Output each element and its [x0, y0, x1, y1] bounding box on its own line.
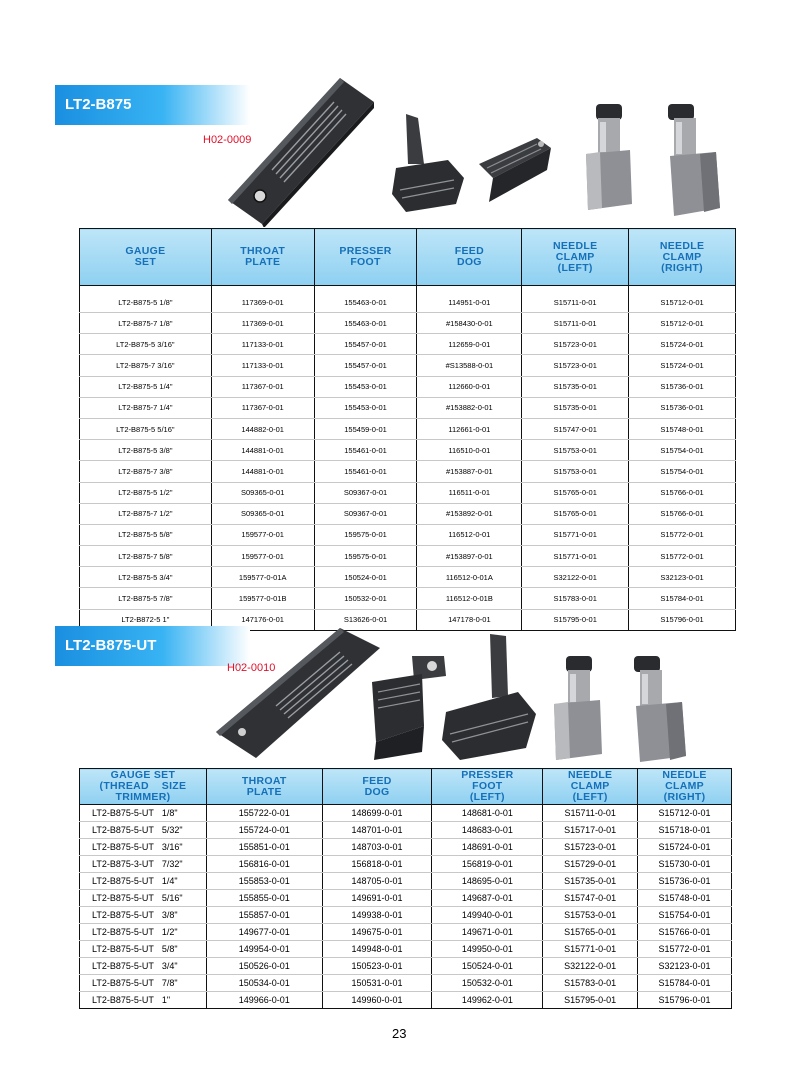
table-cell: 155851-0-01 [206, 839, 322, 856]
needle-clamp-right-photo [660, 100, 724, 222]
gauge-set-model: LT2-B875-5-UT [92, 995, 154, 1005]
table-cell: LT2-B875-5 3/16" [80, 334, 212, 355]
table-row [80, 546, 736, 567]
table-cell: S15724-0-01 [638, 839, 732, 856]
table-cell: S15723-0-01 [522, 355, 629, 376]
gauge-set-cell [80, 975, 207, 992]
table-cell: 116512-0-01A [417, 567, 522, 588]
table-cell: S15765-0-01 [522, 482, 629, 503]
gauge-set-cell [80, 958, 207, 975]
table-cell: S15772-0-01 [629, 524, 736, 545]
table-row [80, 992, 732, 1009]
table-cell: 148699-0-01 [322, 805, 432, 822]
table-cell: S15795-0-01 [543, 992, 638, 1009]
table-cell: S32123-0-01 [638, 958, 732, 975]
table-cell: 149940-0-01 [432, 907, 543, 924]
table-row [80, 873, 732, 890]
table-cell: 112661-0-01 [417, 418, 522, 439]
section2-title-banner: LT2-B875-UT [55, 626, 250, 666]
table-cell: LT2-B875-5 3/8" [80, 440, 212, 461]
table-cell: 155453-0-01 [314, 397, 417, 418]
table-cell: 159577-0-01 [211, 524, 314, 545]
gauge-size: 1/2" [161, 927, 178, 937]
table-cell: S15711-0-01 [522, 286, 629, 313]
table-cell: 149948-0-01 [322, 941, 432, 958]
table-cell: 117369-0-01 [211, 313, 314, 334]
table-cell: 159575-0-01 [314, 524, 417, 545]
table-cell: 147178-0-01 [417, 609, 522, 630]
table-cell: 149950-0-01 [432, 941, 543, 958]
table-cell: LT2-B875-5 5/8" [80, 524, 212, 545]
feed-dog-photo [475, 130, 555, 210]
gauge-set-model: LT2-B875-5-UT [92, 876, 154, 886]
table-cell: S13626-0-01 [314, 609, 417, 630]
table-cell: #153897-0-01 [417, 546, 522, 567]
gauge-set-model: LT2-B875-5-UT [92, 944, 154, 954]
table-cell: S15766-0-01 [629, 482, 736, 503]
gauge-set-model: LT2-B875-3-UT [92, 859, 154, 869]
table-cell: S15724-0-01 [629, 355, 736, 376]
table-cell: 117367-0-01 [211, 376, 314, 397]
table-cell: 114951-0-01 [417, 286, 522, 313]
header-needle-clamp-left: NEEDLE CLAMP (LEFT) [543, 769, 638, 805]
section2-code: H02-0010 [227, 662, 276, 674]
table-cell: 150524-0-01 [432, 958, 543, 975]
gauge-set-model: LT2-B875-5-UT [92, 978, 154, 988]
table-cell: 149691-0-01 [322, 890, 432, 907]
gauge-set-cell [80, 907, 207, 924]
table-cell: S15796-0-01 [638, 992, 732, 1009]
table-cell: 155857-0-01 [206, 907, 322, 924]
table-cell: 112660-0-01 [417, 376, 522, 397]
table-cell: S15724-0-01 [629, 334, 736, 355]
table-row [80, 856, 732, 873]
header-needle-clamp-left: NEEDLE CLAMP (LEFT) [522, 229, 629, 286]
table-row [80, 907, 732, 924]
table-cell: 155461-0-01 [314, 440, 417, 461]
table-cell: LT2-B875-5 7/8" [80, 588, 212, 609]
table-cell: S15766-0-01 [629, 503, 736, 524]
table-cell: S15753-0-01 [522, 461, 629, 482]
table-row [80, 524, 736, 545]
table-cell: S15723-0-01 [543, 839, 638, 856]
table-cell: 144881-0-01 [211, 461, 314, 482]
table-cell: 148683-0-01 [432, 822, 543, 839]
table-row [80, 286, 736, 313]
gauge-size: 5/32" [161, 825, 183, 835]
table-cell: 155722-0-01 [206, 805, 322, 822]
page-number: 23 [392, 1026, 407, 1041]
table-cell: 155853-0-01 [206, 873, 322, 890]
table-cell: S15753-0-01 [543, 907, 638, 924]
table-cell: S09367-0-01 [314, 503, 417, 524]
table-header-row [80, 229, 736, 286]
table-row [80, 839, 732, 856]
gauge-set-cell [80, 890, 207, 907]
table-cell: #158430-0-01 [417, 313, 522, 334]
table-cell: 117133-0-01 [211, 355, 314, 376]
section1-code: H02-0009 [203, 134, 252, 146]
table-cell: S15735-0-01 [522, 376, 629, 397]
table-cell: LT2-B872-5 1" [80, 609, 212, 630]
table-cell: 159577-0-01B [211, 588, 314, 609]
gauge-set-model: LT2-B875-5-UT [92, 910, 154, 920]
gauge-size: 5/8" [161, 944, 178, 954]
table-cell: S15783-0-01 [543, 975, 638, 992]
table-cell: LT2-B875-7 3/8" [80, 461, 212, 482]
table-cell: S15784-0-01 [629, 588, 736, 609]
table-row [80, 958, 732, 975]
table-cell: 159577-0-01A [211, 567, 314, 588]
table-cell: 155724-0-01 [206, 822, 322, 839]
table-cell: 148705-0-01 [322, 873, 432, 890]
table-cell: 159575-0-01 [314, 546, 417, 567]
gauge-set-cell [80, 924, 207, 941]
table-cell: S32122-0-01 [543, 958, 638, 975]
table-cell: LT2-B875-7 5/8" [80, 546, 212, 567]
table-cell: S15735-0-01 [543, 873, 638, 890]
table-cell: S15765-0-01 [522, 503, 629, 524]
table-cell: S32122-0-01 [522, 567, 629, 588]
table-cell: 155463-0-01 [314, 286, 417, 313]
table-row [80, 822, 732, 839]
table-cell: S15753-0-01 [522, 440, 629, 461]
table-cell: S15729-0-01 [543, 856, 638, 873]
table-cell: 150523-0-01 [322, 958, 432, 975]
gauge-set-model: LT2-B875-5-UT [92, 927, 154, 937]
table-row [80, 355, 736, 376]
gauge-set-cell [80, 856, 207, 873]
table-cell: S15754-0-01 [629, 440, 736, 461]
gauge-set-cell [80, 822, 207, 839]
table-cell: 149671-0-01 [432, 924, 543, 941]
gauge-set-model: LT2-B875-5-UT [92, 961, 154, 971]
table-row [80, 567, 736, 588]
table-row [80, 440, 736, 461]
table-cell: 116512-0-01 [417, 524, 522, 545]
table-cell: S15754-0-01 [629, 461, 736, 482]
gauge-size: 1/4" [161, 876, 178, 886]
table-cell: 116511-0-01 [417, 482, 522, 503]
table-cell: 117369-0-01 [211, 286, 314, 313]
table-cell: 148701-0-01 [322, 822, 432, 839]
table-cell: 117133-0-01 [211, 334, 314, 355]
table-cell: 148703-0-01 [322, 839, 432, 856]
table-cell: S15723-0-01 [522, 334, 629, 355]
header-gauge-set-size: GAUGE SET (THREAD SIZE TRIMMER) [80, 769, 207, 805]
section1-title-banner: LT2-B875 [55, 85, 250, 125]
table-cell: #153882-0-01 [417, 397, 522, 418]
table-cell: S15754-0-01 [638, 907, 732, 924]
gauge-set-model: LT2-B875-5-UT [92, 808, 154, 818]
header-presser-foot: PRESSER FOOT [314, 229, 417, 286]
gauge-set-model: LT2-B875-5-UT [92, 825, 154, 835]
table-cell: S15796-0-01 [629, 609, 736, 630]
table-row [80, 924, 732, 941]
table-cell: S09367-0-01 [314, 482, 417, 503]
table-cell: S15748-0-01 [638, 890, 732, 907]
table-row [80, 376, 736, 397]
table-cell: LT2-B875-7 1/4" [80, 397, 212, 418]
header-throat-plate: THROAT PLATE [211, 229, 314, 286]
table-cell: 150531-0-01 [322, 975, 432, 992]
table-cell: 116510-0-01 [417, 440, 522, 461]
needle-clamp-left-photo [578, 100, 638, 220]
table-cell: LT2-B875-7 1/8" [80, 313, 212, 334]
gauge-size: 5/16" [161, 893, 183, 903]
table-row [80, 418, 736, 439]
table-cell: 147176-0-01 [211, 609, 314, 630]
table-cell: S15748-0-01 [629, 418, 736, 439]
table-cell: S15772-0-01 [629, 546, 736, 567]
table-cell: 149938-0-01 [322, 907, 432, 924]
table-cell: S15712-0-01 [638, 805, 732, 822]
table-cell: S15771-0-01 [543, 941, 638, 958]
table-cell: 149954-0-01 [206, 941, 322, 958]
table-cell: S15784-0-01 [638, 975, 732, 992]
gauge-size: 7/32" [161, 859, 183, 869]
table-cell: 148695-0-01 [432, 873, 543, 890]
table-cell: 150534-0-01 [206, 975, 322, 992]
gauge-size: 3/16" [161, 842, 183, 852]
table-cell: 149677-0-01 [206, 924, 322, 941]
table-cell: S15717-0-01 [543, 822, 638, 839]
gauge-set-cell [80, 992, 207, 1009]
table-cell: S09365-0-01 [211, 482, 314, 503]
table-cell: 155457-0-01 [314, 334, 417, 355]
table-cell: 156819-0-01 [432, 856, 543, 873]
table-cell: S15747-0-01 [543, 890, 638, 907]
gauge-size: 3/4" [161, 961, 178, 971]
table-cell: 112659-0-01 [417, 334, 522, 355]
table-row [80, 890, 732, 907]
table-cell: S15747-0-01 [522, 418, 629, 439]
table-cell: S15765-0-01 [543, 924, 638, 941]
table-cell: 144882-0-01 [211, 418, 314, 439]
table-row [80, 461, 736, 482]
table-cell: 155461-0-01 [314, 461, 417, 482]
header-presser-foot-left: PRESSER FOOT (LEFT) [432, 769, 543, 805]
table-row [80, 588, 736, 609]
gauge-size: 7/8" [161, 978, 178, 988]
table-cell: LT2-B875-7 3/16" [80, 355, 212, 376]
table-cell: #S13588-0-01 [417, 355, 522, 376]
header-feed-dog: FEED DOG [417, 229, 522, 286]
table-row [80, 805, 732, 822]
table-cell: S32123-0-01 [629, 567, 736, 588]
gauge-set-cell [80, 873, 207, 890]
ut-needle-clamp-right-photo [626, 652, 692, 766]
table-cell: #153887-0-01 [417, 461, 522, 482]
table-row [80, 482, 736, 503]
table-cell: 156816-0-01 [206, 856, 322, 873]
table-cell: S15772-0-01 [638, 941, 732, 958]
table-row [80, 975, 732, 992]
table-cell: LT2-B875-7 1/2" [80, 503, 212, 524]
presser-foot-photo [388, 108, 468, 218]
table-cell: S15771-0-01 [522, 524, 629, 545]
table-cell: S15795-0-01 [522, 609, 629, 630]
table-cell: 159577-0-01 [211, 546, 314, 567]
table-cell: S15711-0-01 [543, 805, 638, 822]
table-cell: 150532-0-01 [314, 588, 417, 609]
table-cell: 149675-0-01 [322, 924, 432, 941]
table-cell: 149962-0-01 [432, 992, 543, 1009]
gauge-set-cell [80, 941, 207, 958]
table-cell: 156818-0-01 [322, 856, 432, 873]
table-cell: 149966-0-01 [206, 992, 322, 1009]
table-cell: S15736-0-01 [629, 376, 736, 397]
table-cell: 149960-0-01 [322, 992, 432, 1009]
table-cell: S15730-0-01 [638, 856, 732, 873]
table-row [80, 313, 736, 334]
ut-feed-dog-photo [362, 652, 452, 762]
gauge-size: 1/8" [161, 808, 178, 818]
ut-presser-foot-photo [440, 632, 540, 764]
table-cell: S15718-0-01 [638, 822, 732, 839]
table-row [80, 941, 732, 958]
table-cell: S15783-0-01 [522, 588, 629, 609]
header-needle-clamp-right: NEEDLE CLAMP (RIGHT) [629, 229, 736, 286]
table-cell: S15736-0-01 [638, 873, 732, 890]
table-cell: 148681-0-01 [432, 805, 543, 822]
header-feed-dog: FEED DOG [322, 769, 432, 805]
ut-throat-plate-photo [212, 622, 384, 762]
table-cell: 148691-0-01 [432, 839, 543, 856]
table-cell: S15771-0-01 [522, 546, 629, 567]
table-cell: 155459-0-01 [314, 418, 417, 439]
table-row [80, 503, 736, 524]
table-row [80, 397, 736, 418]
table-cell: 144881-0-01 [211, 440, 314, 461]
gauge-set-model: LT2-B875-5-UT [92, 893, 154, 903]
gauge-set-cell [80, 839, 207, 856]
table-cell: #153892-0-01 [417, 503, 522, 524]
table-cell: 155457-0-01 [314, 355, 417, 376]
header-gauge-set: GAUGE SET [80, 229, 212, 286]
table-cell: 155463-0-01 [314, 313, 417, 334]
lt2-b875-ut-parts-table [79, 768, 732, 1009]
table-cell: LT2-B875-5 5/16" [80, 418, 212, 439]
table-cell: 149687-0-01 [432, 890, 543, 907]
table-cell: 150526-0-01 [206, 958, 322, 975]
table-cell: S15735-0-01 [522, 397, 629, 418]
ut-needle-clamp-left-photo [548, 652, 608, 766]
table-cell: LT2-B875-5 1/2" [80, 482, 212, 503]
table-cell: S15766-0-01 [638, 924, 732, 941]
lt2-b875-parts-table [79, 228, 736, 631]
throat-plate-photo [222, 72, 382, 227]
gauge-set-cell [80, 805, 207, 822]
table-cell: 150524-0-01 [314, 567, 417, 588]
header-throat-plate: THROAT PLATE [206, 769, 322, 805]
table-cell: S15712-0-01 [629, 313, 736, 334]
table-header-row [80, 769, 732, 805]
gauge-size: 3/8" [161, 910, 178, 920]
table-cell: LT2-B875-5 3/4" [80, 567, 212, 588]
table-cell: 155453-0-01 [314, 376, 417, 397]
table-row [80, 334, 736, 355]
table-cell: 155855-0-01 [206, 890, 322, 907]
gauge-size: 1" [161, 995, 171, 1005]
gauge-set-model: LT2-B875-5-UT [92, 842, 154, 852]
table-cell: LT2-B875-5 1/4" [80, 376, 212, 397]
header-needle-clamp-right: NEEDLE CLAMP (RIGHT) [638, 769, 732, 805]
table-cell: S09365-0-01 [211, 503, 314, 524]
table-cell: 150532-0-01 [432, 975, 543, 992]
table-cell: S15736-0-01 [629, 397, 736, 418]
table-cell: 116512-0-01B [417, 588, 522, 609]
table-cell: S15712-0-01 [629, 286, 736, 313]
table-cell: S15711-0-01 [522, 313, 629, 334]
table-cell: LT2-B875-5 1/8" [80, 286, 212, 313]
table-cell: 117367-0-01 [211, 397, 314, 418]
